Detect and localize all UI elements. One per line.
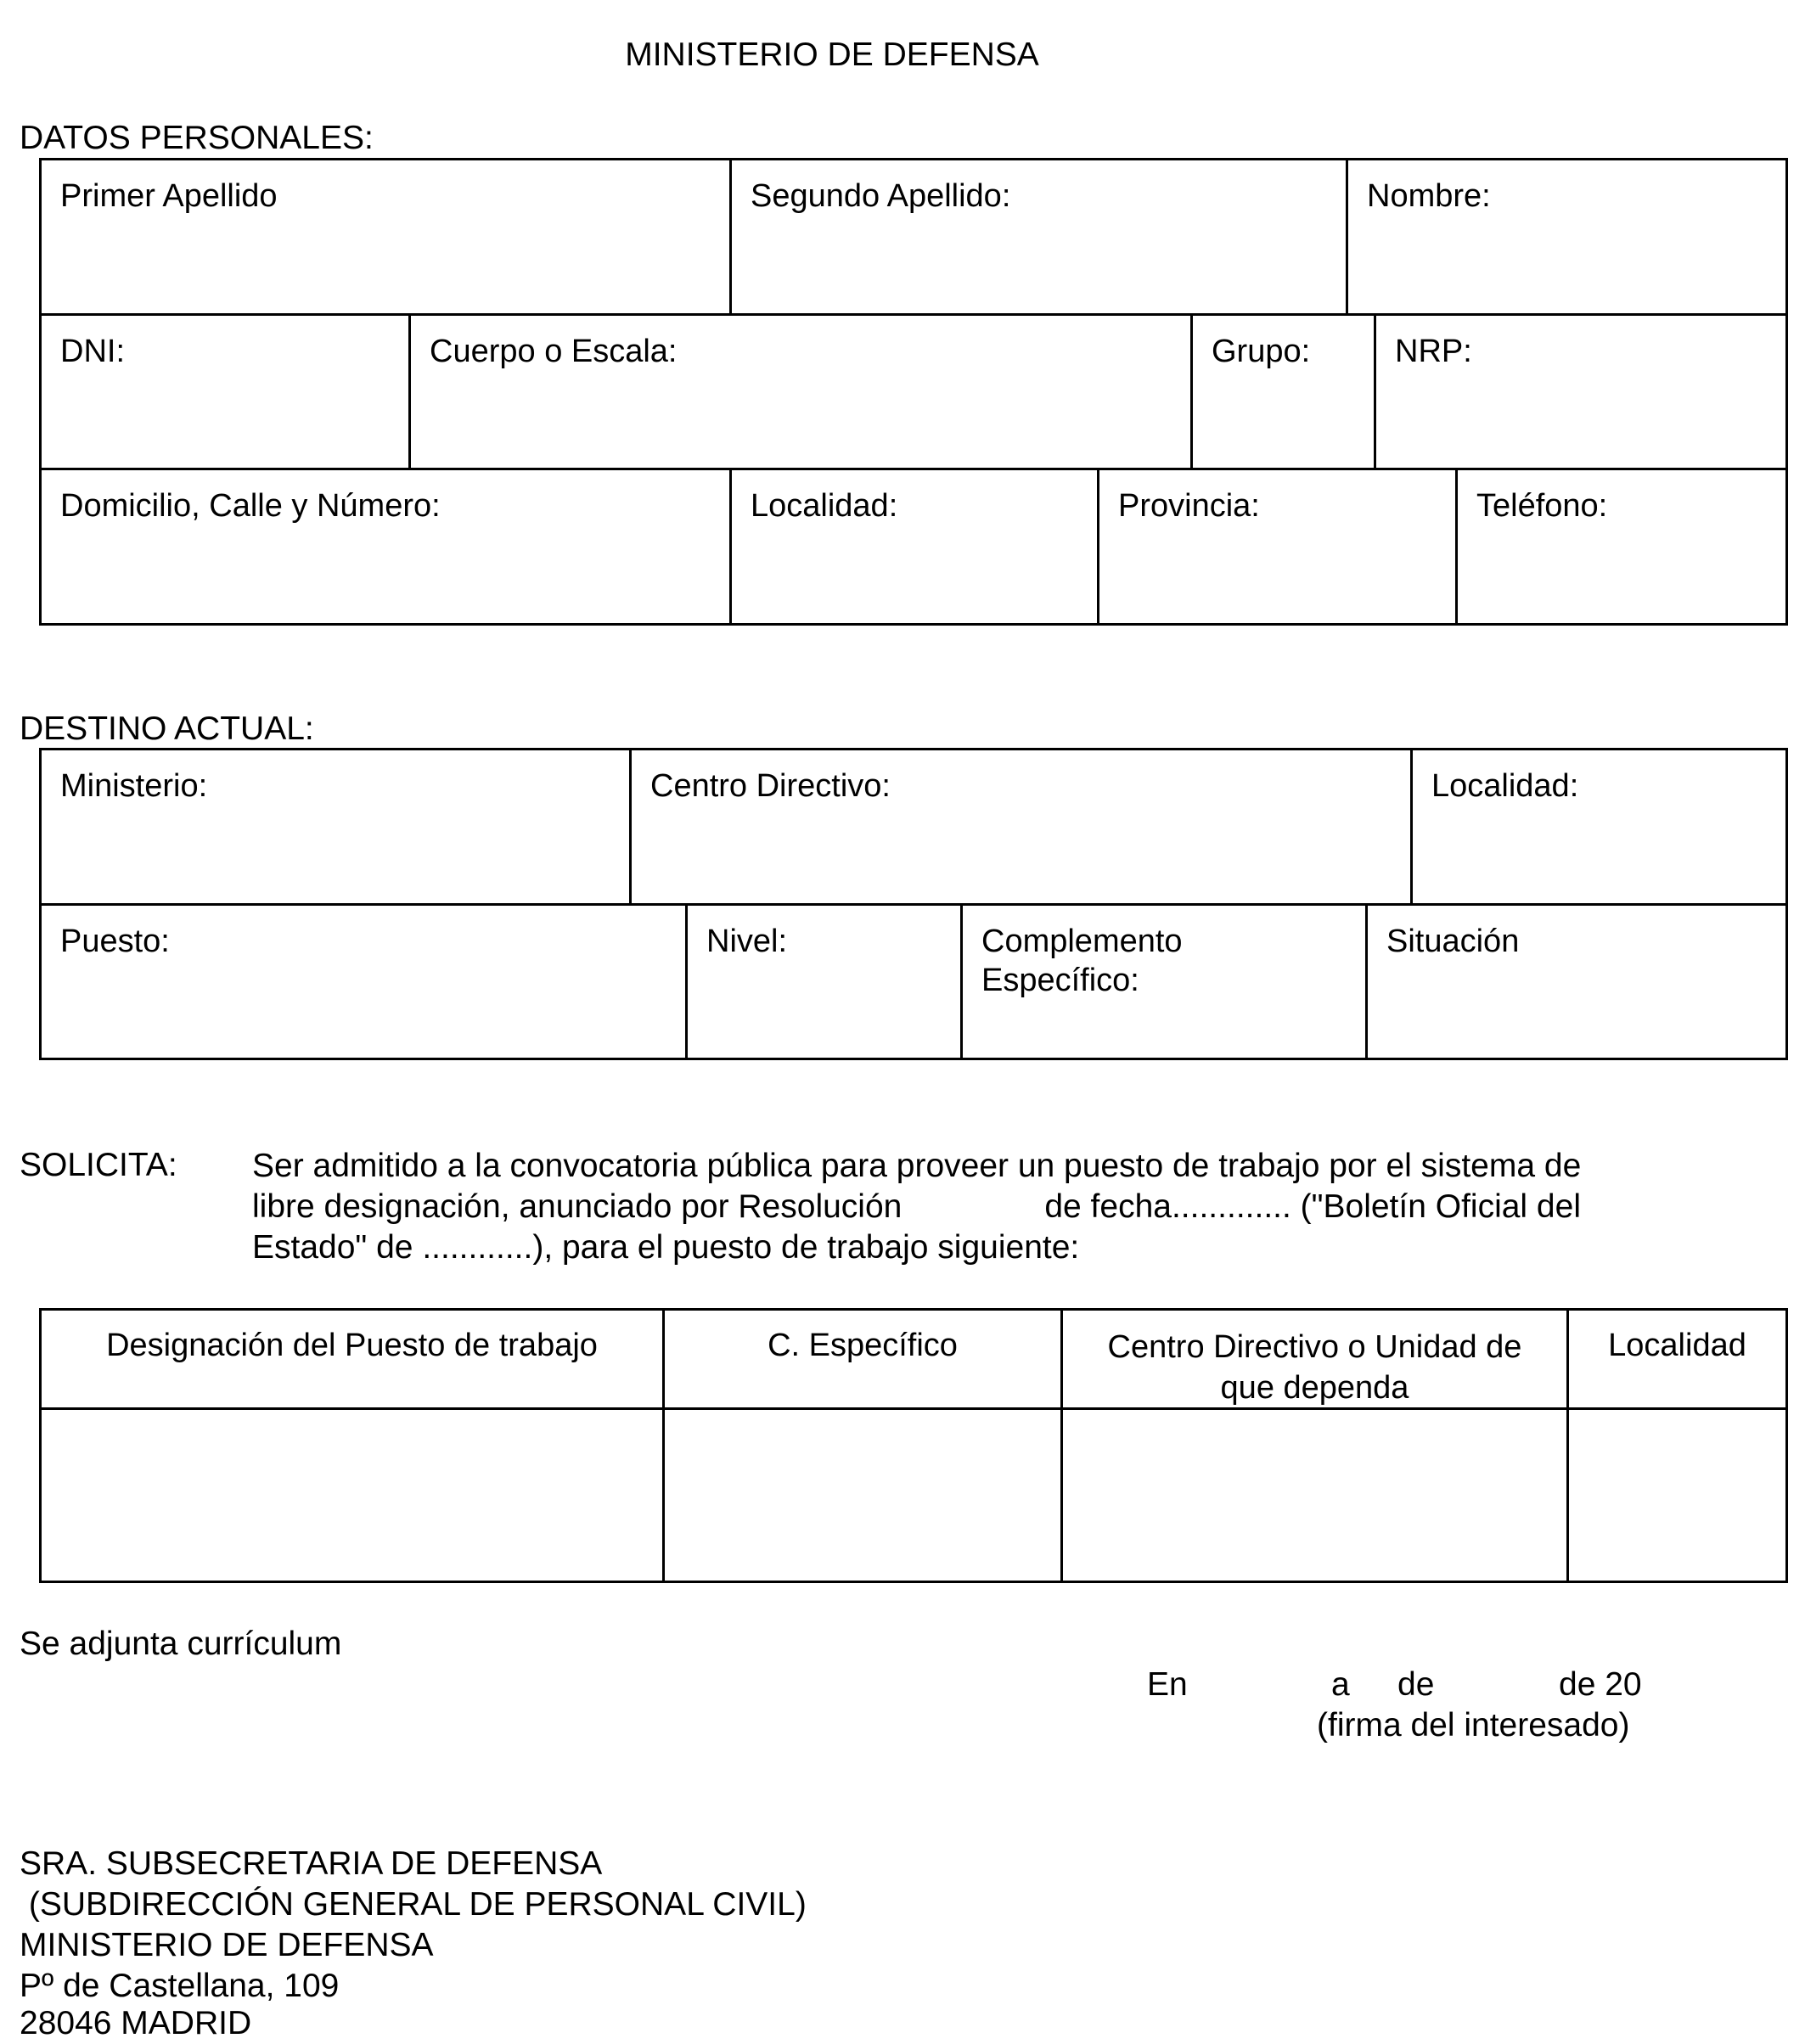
destinatario-line-4: Pº de Castellana, 109 <box>20 1968 340 2004</box>
centro-directivo-header-label-2: que dependa <box>1220 1370 1409 1406</box>
c-especifico-input-cell[interactable] <box>662 1410 1060 1581</box>
nombre-field[interactable] <box>1346 160 1785 313</box>
firma-en: En <box>1147 1666 1188 1703</box>
datos-row-2 <box>42 316 1785 470</box>
dni-label: DNI: <box>60 334 125 369</box>
destinatario-line-1: SRA. SUBSECRETARIA DE DEFENSA <box>20 1845 603 1882</box>
c-especifico-header-label: C. Específico <box>768 1328 958 1363</box>
nrp-field[interactable] <box>1374 316 1785 468</box>
puesto-header-row <box>42 1311 1785 1410</box>
destino-row-1 <box>42 750 1785 906</box>
solicita-line-1: Ser admitido a la convocatoria pública para proveer un puesto de trabajo por el sistema de <box>252 1148 1582 1184</box>
firma-a: a <box>1331 1666 1350 1703</box>
centro-directivo-field[interactable] <box>629 750 1410 903</box>
designacion-input-cell[interactable] <box>42 1410 662 1581</box>
centro-directivo-input-cell[interactable] <box>1060 1410 1566 1581</box>
solicita-line-2 <box>252 1187 1695 1227</box>
provincia-field[interactable] <box>1097 470 1455 623</box>
puesto-data-row <box>42 1410 1785 1583</box>
localidad-header-label: Localidad <box>1608 1328 1746 1363</box>
nombre-label: Nombre: <box>1367 178 1491 214</box>
domicilio-label: Domicilio, Calle y Número: <box>60 488 441 524</box>
ministerio-field[interactable] <box>42 750 629 903</box>
puesto-solicitado-table <box>39 1308 1788 1583</box>
localidad-input-cell[interactable] <box>1566 1410 1785 1581</box>
destino-row-2 <box>42 906 1785 1060</box>
datos-personales-table <box>39 158 1788 626</box>
firma-interesado: (firma del interesado) <box>1317 1707 1630 1744</box>
complemento-label: Complemento <box>981 924 1183 959</box>
destino-localidad-field[interactable] <box>1410 750 1785 903</box>
centro-directivo-label: Centro Directivo: <box>650 768 891 804</box>
adjunta-curriculum: Se adjunta currículum <box>20 1626 342 1662</box>
header-centro-directivo <box>1060 1311 1566 1407</box>
localidad-field[interactable] <box>729 470 1097 623</box>
datos-row-3 <box>42 470 1785 626</box>
solicita-label: SOLICITA: <box>20 1147 177 1183</box>
designacion-header-label: Designación del Puesto de trabajo <box>106 1328 598 1363</box>
primer-apellido-label: Primer Apellido <box>60 178 278 214</box>
domicilio-field[interactable] <box>42 470 729 623</box>
cuerpo-escala-field[interactable] <box>408 316 1190 468</box>
datos-personales-label: DATOS PERSONALES: <box>20 120 374 156</box>
complemento-especifico-field[interactable] <box>960 906 1365 1058</box>
solicita-line-3: Estado" de ............), para el puesto de trabajo siguiente: <box>252 1229 1080 1266</box>
firma-de-20: de 20 <box>1559 1666 1642 1703</box>
header-designacion <box>42 1311 662 1407</box>
primer-apellido-field[interactable] <box>42 160 729 313</box>
grupo-label: Grupo: <box>1212 334 1311 369</box>
destino-actual-label: DESTINO ACTUAL: <box>20 710 314 747</box>
grupo-field[interactable] <box>1190 316 1374 468</box>
segundo-apellido-field[interactable] <box>729 160 1346 313</box>
solicita-line-2a: libre designación, anunciado por Resolución <box>252 1188 902 1225</box>
firma-de: de <box>1397 1666 1435 1703</box>
puesto-field[interactable] <box>42 906 685 1058</box>
datos-row-1 <box>42 160 1785 316</box>
segundo-apellido-label: Segundo Apellido: <box>751 178 1011 214</box>
localidad-label: Localidad: <box>751 488 898 524</box>
header-localidad <box>1566 1311 1785 1407</box>
solicita-text <box>252 1146 1695 1268</box>
ministerio-label: Ministerio: <box>60 768 208 804</box>
destino-localidad-label: Localidad: <box>1431 768 1579 804</box>
destinatario-line-3: MINISTERIO DE DEFENSA <box>20 1927 434 1963</box>
nivel-label: Nivel: <box>706 924 788 959</box>
provincia-label: Provincia: <box>1118 488 1260 524</box>
destinatario-line-5: 28046 MADRID <box>20 2005 252 2041</box>
cuerpo-escala-label: Cuerpo o Escala: <box>430 334 678 369</box>
nivel-field[interactable] <box>685 906 960 1058</box>
destinatario-line-2: (SUBDIRECCIÓN GENERAL DE PERSONAL CIVIL) <box>20 1886 807 1923</box>
situacion-field[interactable] <box>1365 906 1785 1058</box>
centro-directivo-header-label-1: Centro Directivo o Unidad de <box>1107 1329 1522 1365</box>
telefono-label: Teléfono: <box>1476 488 1608 524</box>
puesto-label: Puesto: <box>60 924 170 959</box>
nrp-label: NRP: <box>1395 334 1472 369</box>
especifico-label: Específico: <box>981 962 1139 998</box>
destino-actual-table <box>39 748 1788 1060</box>
header-c-especifico <box>662 1311 1060 1407</box>
page-title: MINISTERIO DE DEFENSA <box>625 36 1039 73</box>
situacion-label: Situación <box>1386 924 1520 959</box>
telefono-field[interactable] <box>1455 470 1785 623</box>
dni-field[interactable] <box>42 316 408 468</box>
solicita-line-2b: de fecha............. ("Boletín Oficial del <box>1044 1188 1581 1225</box>
